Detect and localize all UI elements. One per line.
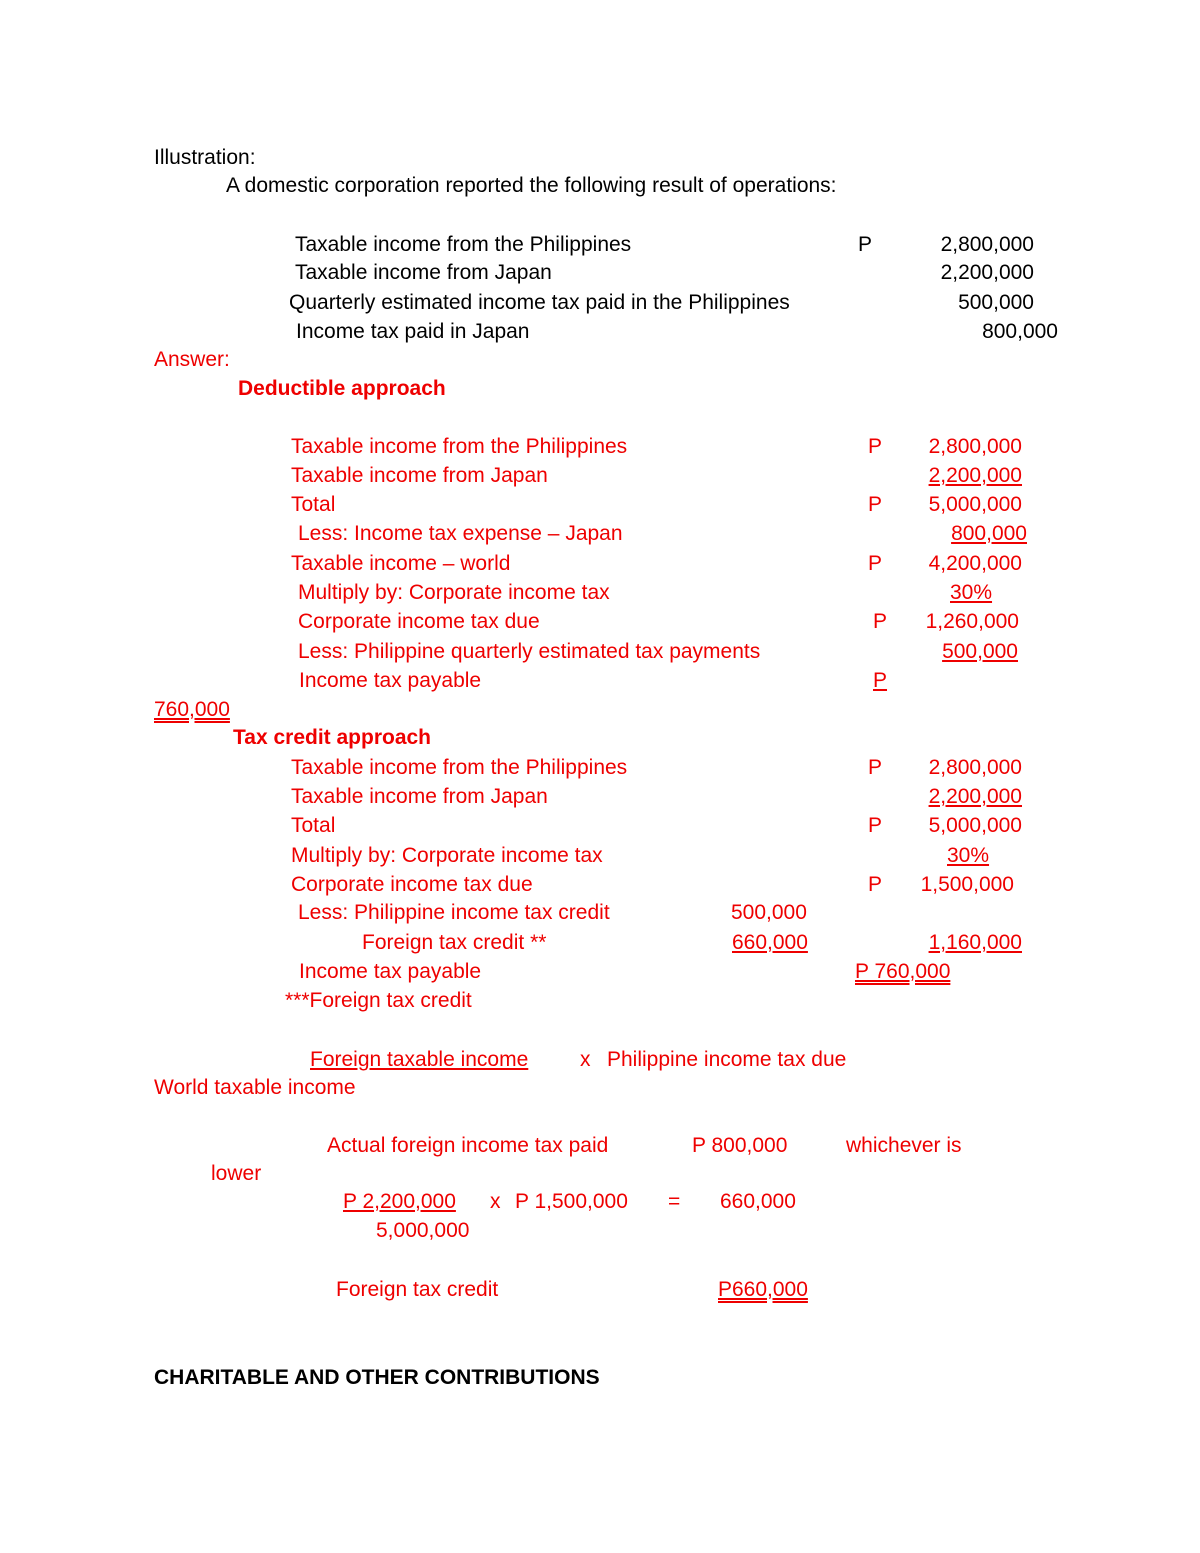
ratio-equals: = bbox=[668, 1190, 681, 1213]
ill-row-label: Taxable income from the Philippines bbox=[295, 233, 632, 256]
tc-row-currency: P bbox=[868, 756, 883, 779]
ded-row-currency: P bbox=[873, 610, 888, 633]
ded-row-currency: P bbox=[868, 552, 883, 575]
ded-row-amount: 30% bbox=[950, 581, 993, 604]
tc-row-currency: P bbox=[868, 873, 883, 896]
ded-row-currency: P bbox=[873, 669, 888, 692]
ded-row-label: Total bbox=[291, 493, 336, 516]
ded-row-label: Income tax payable bbox=[299, 669, 482, 692]
tc-row-label: Corporate income tax due bbox=[291, 873, 533, 896]
formula-times: x bbox=[580, 1048, 591, 1071]
ded-row-amount: 760,000 bbox=[154, 698, 230, 721]
whichever-text: whichever is bbox=[846, 1134, 962, 1157]
ded-row-currency: P bbox=[868, 493, 883, 516]
tc-row-currency: P bbox=[868, 814, 883, 837]
tc-row-amount: 30% bbox=[947, 844, 990, 867]
ded-row-amount: 500,000 bbox=[942, 640, 1018, 663]
ratio-multiplier: P 1,500,000 bbox=[515, 1190, 628, 1213]
ded-row-label: Taxable income from Japan bbox=[291, 464, 548, 487]
tc-row-label: Taxable income from Japan bbox=[291, 785, 548, 808]
ftc-label: Foreign tax credit bbox=[336, 1278, 499, 1301]
ded-row-currency: P bbox=[868, 435, 883, 458]
ded-row-label: Taxable income – world bbox=[291, 552, 511, 575]
ded-row-label: Less: Income tax expense – Japan bbox=[298, 522, 623, 545]
tc-row-amount: 2,800,000 bbox=[928, 756, 1022, 779]
tc-row-label: Less: Philippine income tax credit bbox=[298, 901, 610, 924]
tc-row-label: Foreign tax credit ** bbox=[362, 931, 547, 954]
section-heading: CHARITABLE AND OTHER CONTRIBUTIONS bbox=[154, 1366, 600, 1389]
ill-row-label: Quarterly estimated income tax paid in the Philippines bbox=[289, 291, 790, 314]
ded-row-label: Corporate income tax due bbox=[298, 610, 540, 633]
ill-row-amount: 2,200,000 bbox=[940, 261, 1034, 284]
tc-row-sub-amount: 500,000 bbox=[731, 901, 807, 924]
ill-row-label: Income tax paid in Japan bbox=[296, 320, 530, 343]
ded-row-label: Less: Philippine quarterly estimated tax payments bbox=[298, 640, 761, 663]
formula-numerator: Foreign taxable income bbox=[310, 1048, 529, 1071]
tc-row-amount: P 760,000 bbox=[855, 960, 951, 983]
deductible-heading: Deductible approach bbox=[238, 377, 446, 400]
tc-row-amount: 1,500,000 bbox=[920, 873, 1014, 896]
ded-row-amount: 800,000 bbox=[951, 522, 1027, 545]
answer-label: Answer: bbox=[154, 348, 230, 371]
ill-row-amount: 2,800,000 bbox=[940, 233, 1034, 256]
tc-row-label: Taxable income from the Philippines bbox=[291, 756, 628, 779]
tc-row-label: Total bbox=[291, 814, 336, 837]
actual-tax-label: Actual foreign income tax paid bbox=[327, 1134, 609, 1157]
illustration-intro: A domestic corporation reported the following result of operations: bbox=[226, 174, 837, 197]
ratio-times: x bbox=[490, 1190, 501, 1213]
ded-row-amount: 2,800,000 bbox=[928, 435, 1022, 458]
tc-row-label: Multiply by: Corporate income tax bbox=[291, 844, 603, 867]
formula-multiplier: Philippine income tax due bbox=[607, 1048, 847, 1071]
formula-denominator: World taxable income bbox=[154, 1076, 356, 1099]
tc-row-sub-amount: 660,000 bbox=[732, 931, 808, 954]
ded-row-label: Multiply by: Corporate income tax bbox=[298, 581, 610, 604]
ill-row-amount: 500,000 bbox=[958, 291, 1034, 314]
lower-text: lower bbox=[211, 1162, 262, 1185]
ded-row-label: Taxable income from the Philippines bbox=[291, 435, 628, 458]
ratio-result: 660,000 bbox=[720, 1190, 796, 1213]
actual-tax-amount: P 800,000 bbox=[692, 1134, 788, 1157]
ratio-denominator: 5,000,000 bbox=[376, 1219, 470, 1242]
ill-row-amount: 800,000 bbox=[982, 320, 1058, 343]
illustration-label: Illustration: bbox=[154, 146, 256, 169]
tc-row-amount: 5,000,000 bbox=[928, 814, 1022, 837]
ded-row-amount: 2,200,000 bbox=[928, 464, 1022, 487]
ded-row-amount: 4,200,000 bbox=[928, 552, 1022, 575]
tax-credit-heading: Tax credit approach bbox=[233, 726, 432, 749]
ill-row-label: Taxable income from Japan bbox=[295, 261, 552, 284]
tc-row-amount: 1,160,000 bbox=[928, 931, 1022, 954]
footnote: ***Foreign tax credit bbox=[285, 989, 472, 1012]
ratio-numerator: P 2,200,000 bbox=[343, 1190, 456, 1213]
tc-row-amount: 2,200,000 bbox=[928, 785, 1022, 808]
ded-row-amount: 5,000,000 bbox=[928, 493, 1022, 516]
ded-row-amount: 1,260,000 bbox=[925, 610, 1019, 633]
ftc-amount: P660,000 bbox=[718, 1278, 808, 1301]
ill-row-currency: P bbox=[858, 233, 873, 256]
tc-row-label: Income tax payable bbox=[299, 960, 482, 983]
